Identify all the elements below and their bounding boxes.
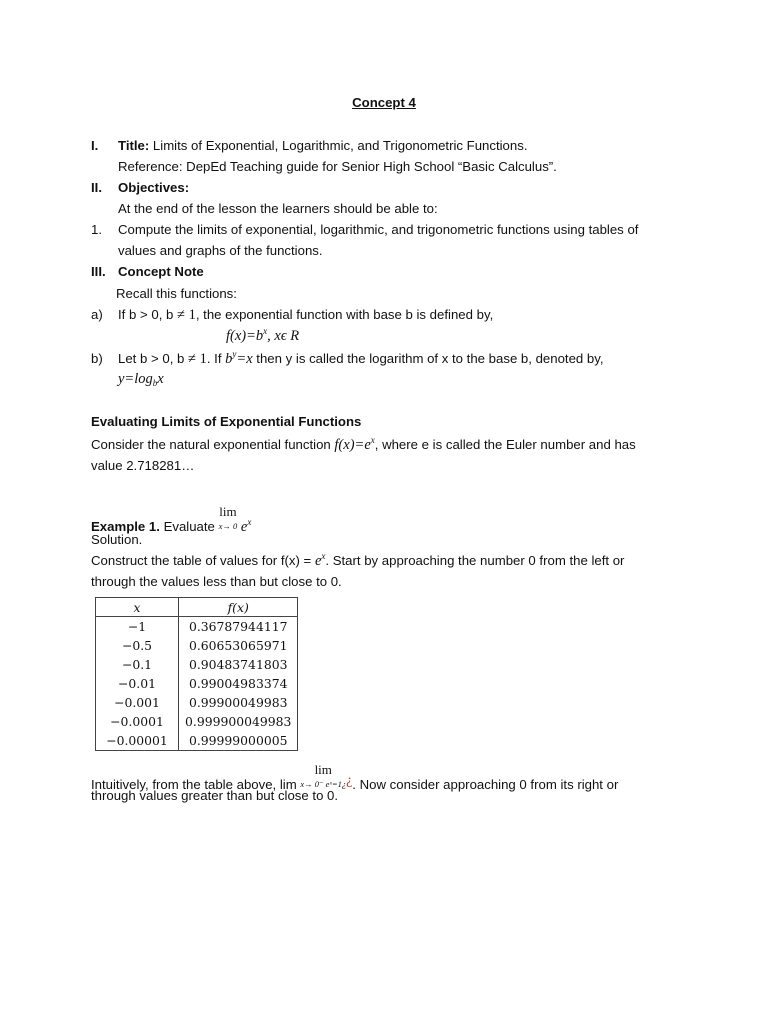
item-b-log-tail: x [157,371,164,387]
table-row [96,617,298,637]
objective-1-number: 1. [91,222,102,237]
section-1-title [118,137,528,155]
table-row [96,636,298,655]
item-a-text-2: , the exponential function with base b is defined by, [195,307,494,322]
exp-line-1-f: f(x)=e [334,437,371,453]
conclusion-line-2: through values greater than but close to 0. [91,788,339,803]
item-b-text-2: . If [206,351,226,366]
table-cell-fx: 0.90483741803 [179,655,298,674]
table-cell-fx: 0.99999000005 [179,731,298,751]
table-cell-x: −0.1 [96,655,179,674]
section-2-label: Objectives: [118,180,190,195]
example-1-expr: e [240,519,248,535]
table-row [96,693,298,712]
table-row [96,731,298,751]
item-a-label: a) [91,307,103,322]
table-cell-fx: 0.99900049983 [179,693,298,712]
exp-line-1-b: , where e is called the Euler number and has [374,437,636,452]
section-1-number: I. [91,138,99,153]
conclusion-red-glyph: ¿ [346,773,353,788]
exp-heading: Evaluating Limits of Exponential Functions [91,414,362,429]
solution-label: Solution. [91,532,143,547]
example-1-expr-sup: x [247,517,252,527]
exp-line-2: value 2.718281… [91,458,195,473]
construct-line-1 [91,552,624,570]
construct-line-2: through the values less than but close to 0. [91,574,342,589]
construct-b: . Start by approaching the number 0 from the left or [325,553,625,568]
item-a-text-1: If b > 0, b [118,307,174,322]
page-title: Concept 4 [352,95,416,110]
item-a-formula-sup: x [263,326,268,336]
item-a-neq: ≠ 1 [173,307,196,323]
recall-text: Recall this functions: [116,286,237,301]
item-b-formula [225,351,252,367]
item-b-formula-tail: =x [236,351,253,367]
conclusion-lim-under: x→ 0⁻ eˣ=1¿ [300,779,347,789]
values-table [95,597,298,751]
conclusion-lim-word: lim [314,762,332,777]
table-cell-x: −0.01 [96,674,179,693]
exp-line-1-sup: x [370,435,375,445]
item-b-formula-sup: y [232,349,237,359]
item-b-text-1: Let b > 0, b [118,351,185,366]
table-cell-x: −0.5 [96,636,179,655]
construct-sup: x [321,551,326,561]
conclusion-text-a: Intuitively, from the table above, lim [91,777,297,792]
table-cell-fx: 0.36787944117 [179,617,298,637]
table-header-row [96,598,298,617]
item-b-text-3: then y is called the logarithm of x to the base b, denoted by, [252,351,604,366]
example-1-limit [219,503,238,530]
table-row [96,674,298,693]
section-3-number: III. [91,264,106,279]
section-2-text: At the end of the lesson the learners should be able to: [118,201,438,216]
section-1-label: Title: [118,138,150,153]
item-b-log-sub: b [152,378,158,388]
table-cell-x: −0.0001 [96,712,179,731]
table-row [96,712,298,731]
table-cell-x: −1 [96,617,179,637]
table-cell-fx: 0.60653065971 [179,636,298,655]
example-1-text: Evaluate [159,519,215,534]
table-header-x: x [96,598,179,617]
table-cell-fx: 0.999900049983 [179,712,298,731]
item-b-label: b) [91,351,103,366]
construct-a: Construct the table of values for f(x) = [91,553,315,568]
section-2-number: II. [91,180,102,195]
item-b-log-formula [118,370,164,388]
exp-line-1-a: Consider the natural exponential function [91,437,335,452]
section-1-reference: Reference: DepEd Teaching guide for Senior High School “Basic Calculus”. [118,159,557,174]
table-cell-x: −0.00001 [96,731,179,751]
example-1-lim-under: x→ 0 [218,521,238,531]
conclusion-limit [300,761,346,788]
item-b-text [118,350,604,368]
construct-e: e [314,553,322,569]
table-header-fx: f(x) [179,598,298,617]
item-a-formula [226,327,299,345]
table-cell-fx: 0.99004983374 [179,674,298,693]
item-b-neq: ≠ 1 [184,351,207,367]
table-row [96,655,298,674]
table-cell-x: −0.001 [96,693,179,712]
example-1-lim-word: lim [219,504,237,519]
item-b-log: y=log [118,371,153,387]
item-b-formula-base: b [225,351,233,367]
section-1-text: Limits of Exponential, Logarithmic, and Trigonometric Functions. [149,138,528,153]
objective-1-line-1: Compute the limits of exponential, logarithmic, and trigonometric functions using tables of [118,222,639,237]
item-a-formula-base: f(x)=b [226,328,264,344]
item-a-text [118,306,493,324]
objective-1-line-2: values and graphs of the functions. [118,243,323,258]
item-a-formula-tail: , xϵ R [267,328,300,344]
section-3-label: Concept Note [118,264,204,279]
exp-line-1 [91,436,636,454]
conclusion-text-b: . Now consider approaching 0 from its right or [352,777,619,792]
example-1-label: Example 1. [91,519,160,534]
